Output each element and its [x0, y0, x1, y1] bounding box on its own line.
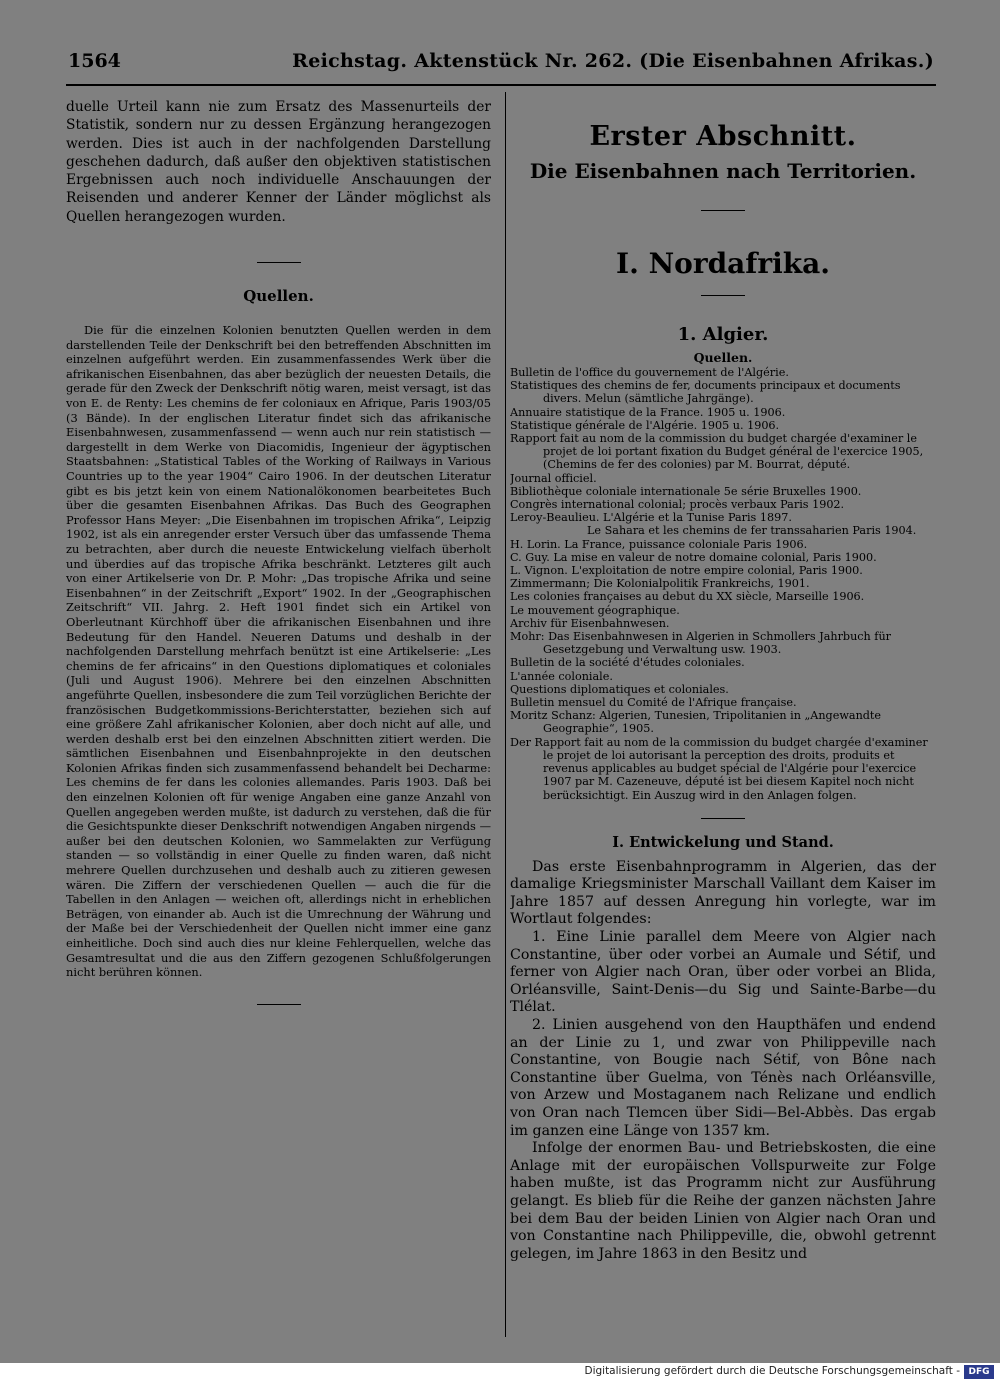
- funding-credit: Digitalisierung gefördert durch die Deutsche Forschungsgemeinschaft -: [584, 1365, 960, 1377]
- left-column: [66, 98, 491, 1005]
- source-entry: Le Sahara et les chemins de fer transsaharien Paris 1904.: [587, 524, 917, 538]
- footer-bar: [0, 1363, 1000, 1383]
- source-entry: L. Vignon. L'exploitation de notre empire colonial, Paris 1900.: [510, 564, 863, 578]
- intro-paragraph: duelle Urteil kann nie zum Ersatz des Massenurteils der Statistik, sondern nur zu dessen Ergänzung herangezogen werden. Dies ist auch in der nachfolgenden Darstellung geschehen dadurch, daß außer den objektiven statistischen Ergebnissen auch noch individuelle Anschauungen der Reisenden und anderer Kenner der Länder möglichst als Quellen herangezogen wurden.: [66, 99, 491, 225]
- source-entry: Congrès international colonial; procès verbaux Paris 1902.: [510, 498, 845, 512]
- source-entry: H. Lorin. La France, puissance coloniale Paris 1906.: [510, 537, 808, 551]
- source-entry: L'année coloniale.: [510, 669, 613, 683]
- source-entry: Les colonies françaises au debut du XX siècle, Marseille 1906.: [510, 590, 865, 604]
- quellen-heading: Quellen.: [243, 287, 314, 306]
- body-paragraph: 1. Eine Linie parallel dem Meere von Algier nach Constantine, über oder vorbei an Aumale und Sétif, und ferner von Algier nach Oran, über oder vorbei an Blida, Orléansville, Saint-Denis—du Sig und Sainte-Barbe—du Tlélat.: [510, 929, 936, 1016]
- part-heading: I. Nordafrika.: [615, 247, 831, 280]
- source-entry: Annuaire statistique de la France. 1905 u. 1906.: [510, 405, 786, 419]
- separator-rule-bottom: [257, 1004, 301, 1005]
- column-divider: [505, 92, 506, 1337]
- subsection-heading: I. Entwickelung und Stand.: [612, 833, 834, 851]
- source-entry: Rapport fait au nom de la commission du budget chargée d'examiner le projet de loi portant fixation du Budget général de l'exercice 1905, (Chemins de fer des colonies) par M. Bourrat, député.: [510, 432, 924, 472]
- source-entry: Bulletin de l'office du gouvernement de l'Algérie.: [510, 366, 789, 379]
- sources-list: [510, 366, 936, 802]
- source-entry: Statistiques des chemins de fer, documents principaux et documents divers. Melun (sämtliche Jahrgänge).: [510, 379, 901, 406]
- source-entry: Statistique générale de l'Algérie. 1905 u. 1906.: [510, 418, 780, 432]
- page-number: 1564: [68, 50, 121, 72]
- section-heading: Erster Abschnitt.: [589, 121, 857, 152]
- source-entry: Moritz Schanz: Algerien, Tunesien, Tripolitanien in „Angewandte Geographie“, 1905.: [510, 709, 882, 736]
- right-column: [510, 98, 936, 1263]
- section-subheading: Die Eisenbahnen nach Territorien.: [529, 159, 917, 183]
- source-entry: Journal officiel.: [510, 471, 597, 485]
- source-entry: C. Guy. La mise en valeur de notre domaine colonial, Paris 1900.: [510, 550, 877, 564]
- separator-rule: [257, 262, 301, 263]
- source-entry: Bulletin mensuel du Comité de l'Afrique française.: [510, 696, 797, 710]
- source-entry: Der Rapport fait au nom de la commission du budget chargée d'examiner le projet de loi autorisant la perception des droits, produits et revenus applicables au budget spécial de l'Algérie pour l'exercice 1907 par M. Cazeneuve, député ist bei diesem Kapitel noch nicht berücksichtigt. Ein Auszug wird in den Anlagen folgen.: [510, 735, 928, 802]
- body-paragraph: Das erste Eisenbahnprogramm in Algerien, das der damalige Kriegsminister Marschall Vaillant dem Kaiser im Jahre 1857 auf dessen Anregung hin vorlegte, war im Wortlaut folgendes:: [510, 858, 936, 928]
- body-paragraph: 2. Linien ausgehend von den Haupthäfen und endend an der Linie zu 1, und zwar von Philippeville nach Constantine, von Bougie nach Sétif, von Bône nach Constantine über Guelma, von Ténès nach Orléansville, von Arzew und Mostaganem nach Relizane und endlich von Oran nach Tlemcen über Sidi—Bel-Abbès. Das ergab im ganzen eine Länge von 1357 km.: [510, 1017, 936, 1139]
- separator-rule: [701, 818, 745, 819]
- dfg-logo: DFG: [964, 1365, 994, 1379]
- chapter-heading: 1. Algier.: [677, 324, 769, 345]
- running-title: Reichstag. Aktenstück Nr. 262. (Die Eisenbahnen Afrikas.): [292, 50, 934, 72]
- source-entry: Questions diplomatiques et coloniales.: [510, 682, 729, 696]
- source-entry: Leroy-Beaulieu. L'Algérie et la Tunise Paris 1897.: [510, 511, 792, 525]
- header-rule: [66, 84, 936, 86]
- source-entry: Zimmermann; Die Kolonialpolitik Frankreichs, 1901.: [510, 577, 810, 591]
- source-entry: Bulletin de la société d'études coloniales.: [510, 656, 745, 670]
- source-entry: Mohr: Das Eisenbahnwesen in Algerien in Schmollers Jahrbuch für Gesetzgebung und Verwaltung usw. 1903.: [510, 630, 892, 657]
- source-entry: Le mouvement géographique.: [510, 603, 680, 617]
- page-header: [68, 50, 934, 74]
- quellen-paragraph: Die für die einzelnen Kolonien benutzten Quellen werden in dem darstellenden Teile der Denkschrift bei den betreffenden Abschnitten im einzelnen aufgeführt werden. Ein zusammenfassendes Werk über die afrikanischen Eisenbahnen, das aber bezüglich der neuesten Details, die gerade für den Zweck der Denkschrift nötig waren, meist versagt, ist das von E. de Renty: Les chemins de fer coloniaux en Afrique, Paris 1903/05 (3 Bände). In der englischen Literatur findet sich das afrikanische Eisenbahnwesen, zusammenfassend — wenn auch nur rein statistisch — dargestellt in dem Werke von Diacomidis, Ingenieur der ägyptischen Staatsbahnen: „Statistical Tables of the Working of Railways in Various Countries up to the year 1904“ Cairo 1906. In der deutschen Literatur gibt es bis jetzt kein von einem Nationalökonomen bearbeitetes Buch über die gesamten Eisenbahnen Afrikas. Das Buch des Geographen Professor Hans Meyer: „Die Eisenbahnen im tropischen Afrika“, Leipzig 1902, ist als ein anregender erster Versuch über das umfassende Thema zu betrachten, aber durch die neueste Entwickelung vielfach überholt und überdies auf das tropische Afrika beschränkt. Letzteres gilt auch von einer Artikelserie von Dr. P. Mohr: „Das tropische Afrika und seine Eisenbahnen“ in der Zeitschrift „Export“ 1902. In der „Geographischen Zeitschrift“ VII. Jahrg. 2. Heft 1901 findet sich ein Artikel von Oberleutnant Kürchhoff über die afrikanischen Eisenbahnen und ihre Bedeutung für den Handel. Neueren Datums und deshalb in der nachfolgenden Darstellung mehrfach benützt ist eine Artikelserie: „Les chemins de fer africains“ in den Questions diplomatiques et coloniales (Juli und August 1906). Mehrere bei den einzelnen Abschnitten angeführte Quellen, insbesondere die zum Teil vorzüglichen Berichte der französischen Budgetkommissions-Berichterstatter, beziehen sich auf eine größere Zahl afrikanischer Kolonien, aber doch nicht auf alle, und werden deshalb erst bei den einzelnen Abschnitten zitiert werden. Die sämtlichen Eisenbahnen und Eisenbahnprojekte in den deutschen Kolonien Afrikas finden sich zusammenfassend behandelt bei Decharme: Les chemins de fer dans les colonies allemandes. Paris 1903. Daß bei den einzelnen Kolonien oft für wenige Angaben eine ganze Anzahl von Quellen angegeben werden mußte, ist dadurch zu verstehen, daß die für die Gesichtspunkte dieser Denkschrift notwendigen Angaben nirgends — außer bei den deutschen Kolonien, wo Sammelakten zur Verfügung standen — so vollständig in einer Quelle zu finden waren, daß nicht mehrere Quellen durchzusehen und deshalb auch zu zitieren gewesen wären. Die Ziffern der verschiedenen Quellen — auch die für die Tabellen in den Anlagen — weichen oft, allerdings nicht in erheblichen Beträgen, von einander ab. Auch ist die Umrechnung der Währung und der Maße bei der Verschiedenheit der Quellen nicht immer eine ganz einheitliche. Doch sind auch dies nur kleine Fehlerquellen, welche das Gesamtresultat und die aus den Ziffern gezogenen Schlußfolgerungen nicht berühren können.: [66, 323, 491, 980]
- sources-heading: Quellen.: [693, 350, 753, 365]
- source-entry: Bibliothèque coloniale internationale 5e série Bruxelles 1900.: [510, 484, 862, 498]
- source-entry: Archiv für Eisenbahnwesen.: [510, 616, 670, 630]
- separator-rule: [701, 210, 745, 211]
- separator-rule: [701, 295, 745, 296]
- body-paragraph: Infolge der enormen Bau- und Betriebskosten, die eine Anlage mit der europäischen Vollspurweite zur Folge haben mußte, ist das Programm nicht zur Ausführung gelangt. Es blieb für die Reihe der ganzen nächsten Jahre bei dem Bau der beiden Linien von Algier nach Oran und von Constantine nach Philippeville, die, obwohl getrennt gelegen, im Jahre 1863 in den Besitz und: [510, 1140, 936, 1262]
